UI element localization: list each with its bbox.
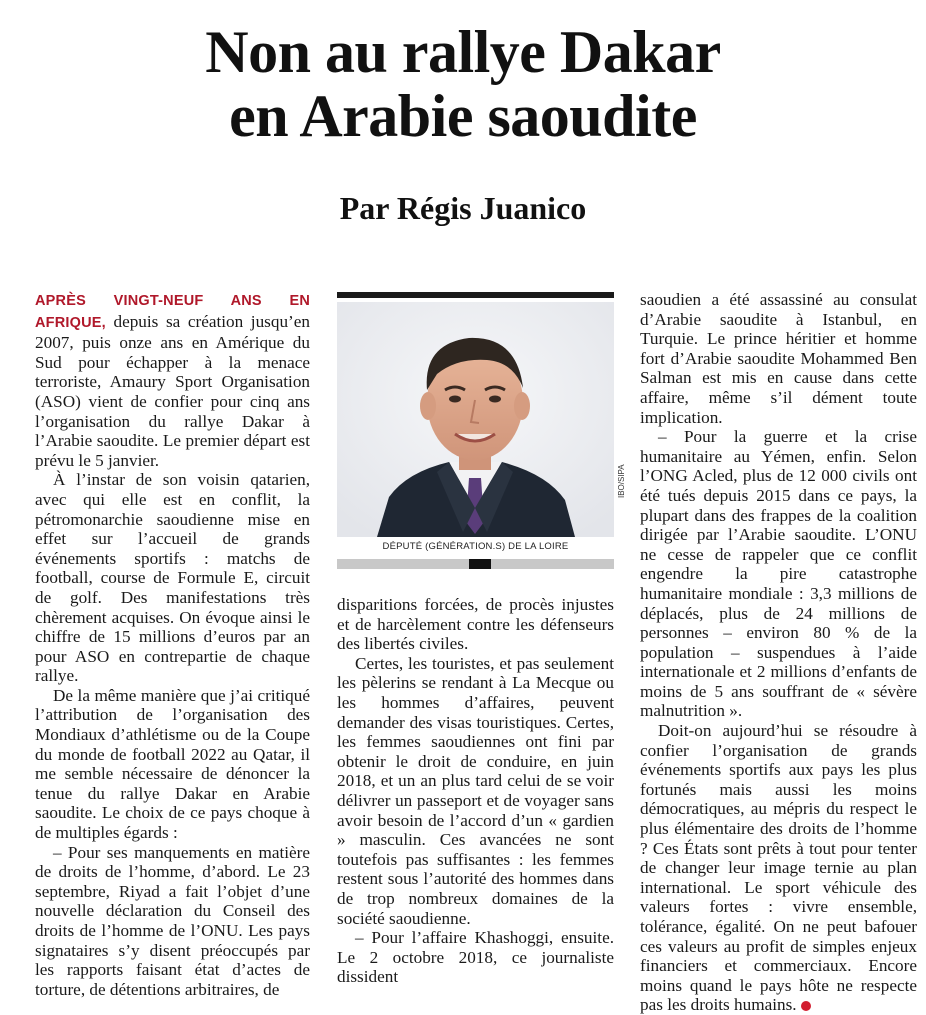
closing-paragraph (640, 721, 917, 1015)
paragraph: Certes, les touristes, et pas seulement les pèlerins se rendant à La Mecque ou les hommes d’affaires, peuvent demander des visas touristiques. Certes, les femmes saoudiennes ont fini par obtenir le droit de conduire, en juin 2018, et un an plus tard celui de se voir délivrer un passeport et de voyager sans avoir besoin de l’accord d’un « gardien » masculin. Ces avancées ne sont toutefois pas suffisantes : les femmes restent sous l’autorité des hommes dans de trop nombreux domaines de la société saoudienne. (337, 653, 614, 928)
end-mark-icon (801, 1001, 811, 1011)
headline (0, 20, 926, 148)
paragraph: – Pour l’affaire Khashoggi, ensuite. Le 2 octobre 2018, ce journaliste dissident (337, 928, 614, 987)
article-column-1 (35, 290, 310, 999)
byline: Par Régis Juanico (339, 190, 587, 226)
paragraph: – Pour ses manquements en matière de droits de l’homme, d’abord. Le 23 septembre, Riyad a fait l’objet d’une nouvelle déclaration du Conseil des droits de l’homme de l’ONU. Les pays signataires s’y disent préoccupés par les rapports faisant état d’actes de torture, de détentions arbitraires, de (35, 842, 310, 999)
paragraph-text: depuis sa création jusqu’en 2007, puis onze ans en Amérique du Sud pour échapper à la menace terroriste, Amaury Sport Organisation (ASO) vient de confier pour cinq ans l’organisation du rallye Dakar à l’Arabie saoudite. Le premier départ est prévu le 5 janvier. (35, 311, 310, 470)
article-column-3 (640, 290, 917, 1015)
photo-caption: DÉPUTÉ (GÉNÉRATION.S) DE LA LOIRE (382, 541, 569, 552)
paragraph: disparitions forcées, de procès injustes et de harcèlement contre les défenseurs des libertés civiles. (337, 595, 614, 654)
headline-line-1: Non au rallye Dakar (205, 19, 721, 85)
paragraph: De la même manière que j’ai critiqué l’attribution de l’organisation des Mondiaux d’athlétisme ou de la Coupe du monde de football 2022 au Qatar, il me semble nécessaire de dénoncer la tenue du rallye Dakar en Arabie saoudite. Le choix de ce pays choque à de multiples égards : (35, 685, 310, 843)
lead-in: APRÈS VINGT-NEUF ANS EN AFRIQUE, (35, 293, 310, 331)
article-column-2 (337, 595, 614, 987)
photo-credit: IBO/SIPA (617, 464, 626, 498)
paragraph: – Pour la guerre et la crise humanitaire au Yémen, enfin. Selon l’ONG Acled, plus de 12 000 civils ont été tués depuis 2015 dans ce pays, la plupart dans des frappes de la coalition dirigée par l’Arabie saoudite. L’ONU ne cesse de rappeler que ce conflit engendre la pire catastrophe humanitaire mondiale : 3,3 millions de déplacés, plus de 24 millions de personnes – environ 80 % de la population – suspendues à l’aide internationale et 2 millions d’enfants de moins de 5 ans souffrant de « sévère malnutrition ». (640, 427, 917, 721)
paragraph: À l’instar de son voisin qatarien, avec qui elle est en conflit, la pétromonarchie saoudienne mise en effet sur l’accueil de grands événements sportifs : matchs de football, course de Formule E, circuit de golf. Des manifestations très chèrement acquises. On évoque ainsi le chiffre de 15 millions d’euros par an pour ASO en contrepartie de chaque rallye. (35, 470, 310, 686)
separator-marker (469, 559, 491, 569)
paragraph: saoudien a été assassiné au consulat d’Arabie saoudite à Istanbul, en Turquie. Le prince héritier et homme fort d’Arabie saoudite Mohammed Ben Salman est mis en cause dans cette affaire, même s’il dément toute implication. (640, 290, 917, 427)
portrait-image (337, 302, 614, 537)
photo-top-rule (337, 292, 614, 298)
author-photo (337, 302, 614, 537)
lead-paragraph (35, 290, 310, 470)
headline-line-2: en Arabie saoudite (229, 83, 697, 149)
paragraph-text: Doit-on aujourd’hui se résoudre à confier l’organisation de grands événements sportifs aux pays les plus fortunés mais aussi les moins démocratiques, au mépris du respect le plus élémentaire des droits de l’homme ? Ces États sont prêts à tout pour tenter de changer leur image ternie au plan international. Le sport véhicule des valeurs fortes : vivre ensemble, tolérance, égalité. On ne peut bafouer ces valeurs au profit de simples enjeux financiers et commerciaux. Encore moins quand le pays hôte ne respecte pas les droits humains. (640, 721, 917, 1015)
